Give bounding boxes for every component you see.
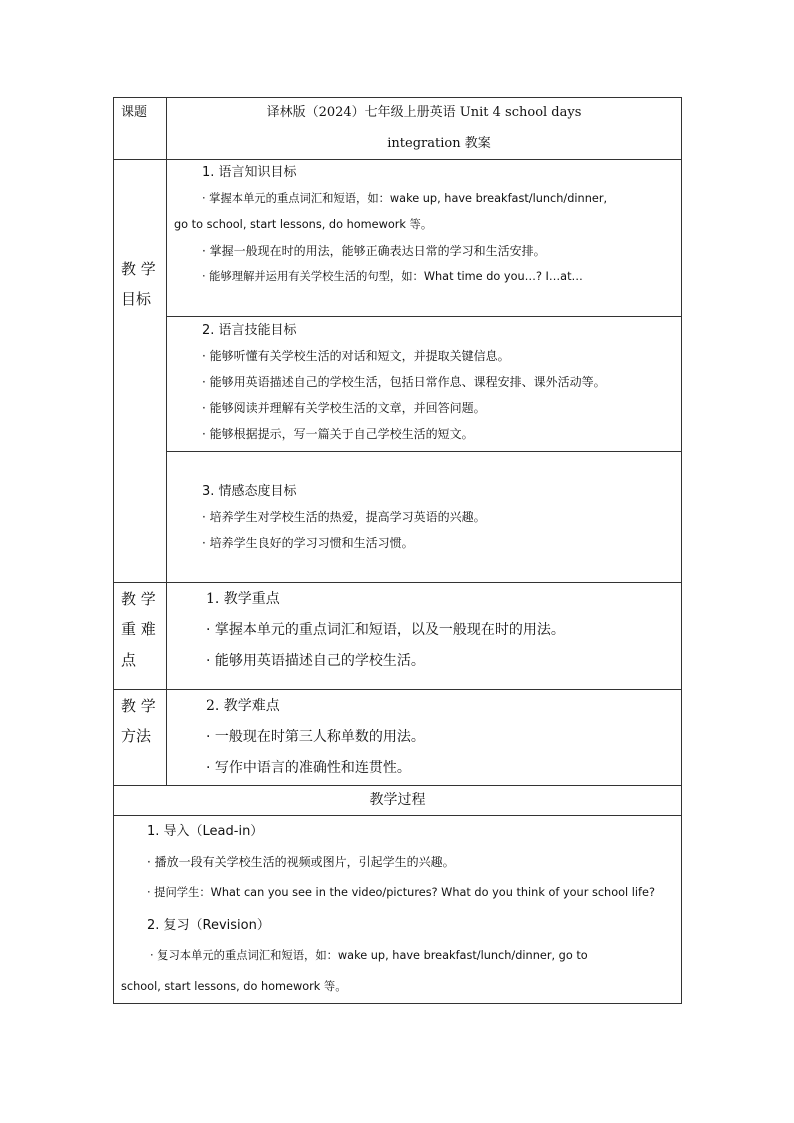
- leadin-item: · 播放一段有关学校生活的视频或图片，引起学生的兴趣。: [147, 855, 455, 869]
- label-column-divider: [166, 97, 167, 785]
- keypoint-item: · 能够用英语描述自己的学校生活。: [206, 653, 425, 669]
- skills-goals-heading: 2. 语言技能目标: [202, 323, 297, 338]
- table-border-right: [681, 97, 682, 1004]
- difficulty-item: · 一般现在时第三人称单数的用法。: [206, 729, 425, 745]
- row-divider-methods: [113, 689, 682, 690]
- table-border-bottom: [113, 1003, 682, 1004]
- keypoints-label-line2: 重 难: [121, 620, 156, 638]
- subrow-divider-attitude: [166, 451, 682, 452]
- revision-heading: 2. 复习（Revision）: [147, 918, 270, 933]
- skills-goal-item: · 能够阅读并理解有关学校生活的文章，并回答问题。: [202, 401, 486, 415]
- goals-label: 教 学: [121, 260, 156, 278]
- attitude-goal-item: · 培养学生对学校生活的热爱，提高学习英语的兴趣。: [202, 510, 486, 524]
- revision-item-cont: school, start lessons, do homework 等。: [121, 980, 347, 993]
- revision-item: · 复习本单元的重点词汇和短语，如：wake up, have breakfast/lunch/dinner, go to: [150, 949, 588, 962]
- knowledge-goal-item: · 掌握一般现在时的用法，能够正确表达日常的学习和生活安排。: [202, 244, 546, 258]
- methods-label-line2: 方法: [121, 727, 152, 745]
- knowledge-goal-item: · 掌握本单元的重点词汇和短语，如：wake up, have breakfast/lunch/dinner,: [202, 192, 608, 205]
- keypoints-label-line3: 点: [121, 651, 137, 669]
- difficulty-item: · 写作中语言的准确性和连贯性。: [206, 760, 411, 776]
- skills-goal-item: · 能够用英语描述自己的学校生活，包括日常作息、课程安排、课外活动等。: [202, 375, 606, 389]
- keypoints-heading: 1. 教学重点: [206, 591, 280, 607]
- row-divider-process-body: [113, 815, 682, 816]
- leadin-item: · 提问学生：What can you see in the video/pictures? What do you think of your school life?: [147, 886, 655, 899]
- subrow-divider-skills: [166, 316, 682, 317]
- skills-goal-item: · 能够听懂有关学校生活的对话和短文，并提取关键信息。: [202, 349, 510, 363]
- leadin-heading: 1. 导入（Lead-in）: [147, 824, 264, 839]
- lesson-title-line2: integration 教案: [387, 136, 491, 151]
- knowledge-goals-heading: 1. 语言知识目标: [202, 165, 297, 180]
- skills-goal-item: · 能够根据提示，写一篇关于自己学校生活的短文。: [202, 427, 474, 441]
- keypoint-item: · 掌握本单元的重点词汇和短语，以及一般现在时的用法。: [206, 622, 565, 638]
- knowledge-goal-item: · 能够理解并运用有关学校生活的句型，如：What time do you…? I…at…: [202, 270, 583, 283]
- attitude-goals-heading: 3. 情感态度目标: [202, 484, 297, 499]
- title-label: 课题: [121, 105, 148, 120]
- difficulties-heading: 2. 教学难点: [206, 698, 280, 714]
- row-divider-keypoints: [113, 582, 682, 583]
- knowledge-goal-item-cont: go to school, start lessons, do homework 等。: [174, 218, 433, 231]
- row-divider-process-title: [113, 785, 682, 786]
- keypoints-label: 教 学: [121, 590, 156, 608]
- goals-label-line2: 目标: [121, 290, 152, 308]
- process-title: 教学过程: [369, 792, 426, 808]
- lesson-title: 译林版（2024）七年级上册英语 Unit 4 school days: [266, 105, 582, 120]
- methods-label: 教 学: [121, 697, 156, 715]
- attitude-goal-item: · 培养学生良好的学习习惯和生活习惯。: [202, 536, 414, 550]
- row-divider-goals: [113, 159, 682, 160]
- table-border-top: [113, 97, 682, 98]
- table-border-left: [113, 97, 114, 1004]
